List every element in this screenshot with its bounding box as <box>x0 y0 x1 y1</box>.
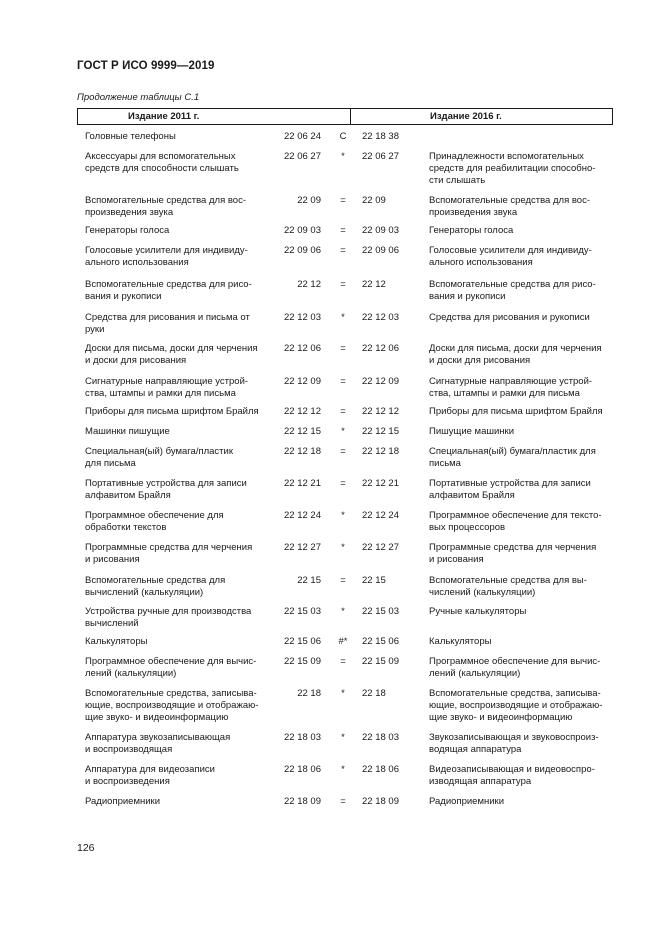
name-2016-line: письма <box>429 458 461 469</box>
relation-symbol: #* <box>338 636 348 647</box>
code-2016: 22 06 27 <box>362 151 399 162</box>
name-2011-line: Вспомогательные средства для рисо- <box>85 279 252 290</box>
name-2016-line: Вспомогательные средства для вос- <box>429 195 590 206</box>
code-2016: 22 18 <box>362 688 386 699</box>
code-2011: 22 12 06 <box>284 343 321 354</box>
code-2016: 22 18 03 <box>362 732 399 743</box>
relation-symbol: * <box>341 426 345 437</box>
code-2016: 22 15 09 <box>362 656 399 667</box>
name-2011-line: произведения звука <box>85 207 174 218</box>
name-2016-line: Приборы для письма шрифтом Брайля <box>429 406 603 417</box>
name-2011 <box>85 688 271 724</box>
relation-symbol: * <box>341 542 345 553</box>
code-2011: 22 12 <box>297 279 321 290</box>
name-2016 <box>429 764 615 788</box>
code-2011: 22 18 06 <box>284 764 321 775</box>
code-2016: 22 09 06 <box>362 245 399 256</box>
name-2016 <box>429 195 615 219</box>
name-2016-line: Вспомогательные средства для вы- <box>429 575 587 586</box>
name-2016-line: Калькуляторы <box>429 636 492 647</box>
code-2011: 22 06 24 <box>284 131 321 142</box>
name-2016-line: Радиоприемники <box>429 796 505 807</box>
name-2016-line: ства, штампы и рамки для письма <box>429 388 580 399</box>
relation-symbol: = <box>340 575 346 586</box>
name-2011-line: Вспомогательные средства, записыва- <box>85 688 257 699</box>
name-2011 <box>85 279 271 303</box>
name-2011-line: и воспроизведения <box>85 776 170 787</box>
name-2011-line: для письма <box>85 458 136 469</box>
code-2011: 22 18 09 <box>284 796 321 807</box>
relation-symbol: * <box>341 151 345 162</box>
name-2016-line: вания и рукописи <box>429 291 506 302</box>
name-2016-line: и доски для рисования <box>429 355 531 366</box>
name-2011-line: и рисования <box>85 554 140 565</box>
relation-symbol: * <box>341 510 345 521</box>
relation-symbol: = <box>340 656 346 667</box>
name-2011-line: Калькуляторы <box>85 636 148 647</box>
name-2011 <box>85 312 271 336</box>
name-2016 <box>429 376 615 400</box>
name-2016 <box>429 426 615 438</box>
code-2016: 22 12 03 <box>362 312 399 323</box>
name-2011-line: Доски для письма, доски для черчения <box>85 343 258 354</box>
code-2011: 22 15 06 <box>284 636 321 647</box>
name-2016-line: Программное обеспечение для тексто- <box>429 510 602 521</box>
code-2011: 22 15 <box>297 575 321 586</box>
name-2016-line: Голосовые усилители для индивиду- <box>429 245 592 256</box>
code-2011: 22 09 <box>297 195 321 206</box>
name-2016-line: Доски для письма, доски для черчения <box>429 343 602 354</box>
name-2016 <box>429 732 615 756</box>
name-2011-line: Программное обеспечение для вычис- <box>85 656 257 667</box>
name-2016-line: щие звуко- и видеоинформацию <box>429 712 573 723</box>
name-2016 <box>429 245 615 269</box>
name-2011-line: Специальная(ый) бумага/пластик <box>85 446 233 457</box>
name-2016 <box>429 510 615 534</box>
name-2016 <box>429 575 615 599</box>
name-2016 <box>429 606 615 618</box>
name-2011-line: вычислений <box>85 618 139 629</box>
code-2016: 22 15 06 <box>362 636 399 647</box>
name-2016 <box>429 279 615 303</box>
name-2011-line: вания и рукописи <box>85 291 162 302</box>
name-2011 <box>85 478 271 502</box>
relation-symbol: = <box>340 446 346 457</box>
code-2016: 22 09 <box>362 195 386 206</box>
code-2016: 22 18 06 <box>362 764 399 775</box>
name-2011-line: Сигнатурные направляющие устрой- <box>85 376 249 387</box>
code-2011: 22 12 27 <box>284 542 321 553</box>
code-2016: 22 12 12 <box>362 406 399 417</box>
name-2011-line: Аппаратура для видеозаписи <box>85 764 215 775</box>
table-caption: Продолжение таблицы С.1 <box>77 92 200 103</box>
code-2011: 22 12 21 <box>284 478 321 489</box>
name-2016-line: изводящая аппаратура <box>429 776 532 787</box>
name-2011 <box>85 656 271 680</box>
name-2011-line: и воспроизводящая <box>85 744 173 755</box>
code-2011: 22 06 27 <box>284 151 321 162</box>
name-2011 <box>85 575 271 599</box>
code-2016: 22 18 38 <box>362 131 399 142</box>
name-2011-line: Радиоприемники <box>85 796 161 807</box>
name-2016-line: Видеозаписывающая и видеовоспро- <box>429 764 595 775</box>
table-header <box>77 108 613 125</box>
code-2016: 22 12 24 <box>362 510 399 521</box>
name-2011 <box>85 446 271 470</box>
name-2016-line: Портативные устройства для записи <box>429 478 591 489</box>
name-2011-line: Машинки пишущие <box>85 426 170 437</box>
code-2016: 22 12 06 <box>362 343 399 354</box>
code-2011: 22 12 18 <box>284 446 321 457</box>
name-2016-line: Средства для рисования и рукописи <box>429 312 590 323</box>
name-2011-line: Аппаратура звукозаписывающая <box>85 732 231 743</box>
name-2011-line: Портативные устройства для записи <box>85 478 247 489</box>
header-edition-2011: Издание 2011 г. <box>128 111 200 122</box>
name-2016-line: Звукозаписывающая и звуковоспроиз- <box>429 732 599 743</box>
code-2016: 22 09 03 <box>362 225 399 236</box>
code-2016: 22 12 15 <box>362 426 399 437</box>
relation-symbol: * <box>341 732 345 743</box>
name-2016-line: ального использования <box>429 257 533 268</box>
name-2016-line: сти слышать <box>429 175 486 186</box>
name-2016-line: Вспомогательные средства, записыва- <box>429 688 601 699</box>
relation-symbol: = <box>340 225 346 236</box>
name-2016 <box>429 796 615 808</box>
name-2016-line: Пишущие машинки <box>429 426 515 437</box>
relation-symbol: = <box>340 343 346 354</box>
relation-symbol: = <box>340 796 346 807</box>
code-2011: 22 12 15 <box>284 426 321 437</box>
name-2016-line: Программное обеспечение для вычис- <box>429 656 601 667</box>
relation-symbol: * <box>341 312 345 323</box>
name-2011-line: ющие, воспроизводящие и отображаю- <box>85 700 259 711</box>
name-2011 <box>85 764 271 788</box>
relation-symbol: = <box>340 245 346 256</box>
name-2011 <box>85 796 271 808</box>
name-2016 <box>429 446 615 470</box>
name-2011 <box>85 426 271 438</box>
name-2011-line: Программные средства для черчения <box>85 542 253 553</box>
name-2016-line: произведения звука <box>429 207 518 218</box>
name-2011-line: средств для способности слышать <box>85 163 239 174</box>
name-2011 <box>85 606 271 630</box>
name-2011-line: ального использования <box>85 257 189 268</box>
code-2016: 22 12 27 <box>362 542 399 553</box>
code-2016: 22 15 03 <box>362 606 399 617</box>
code-2011: 22 12 12 <box>284 406 321 417</box>
name-2011 <box>85 195 271 219</box>
relation-symbol: * <box>341 764 345 775</box>
name-2011-line: Голосовые усилители для индивиду- <box>85 245 248 256</box>
relation-symbol: = <box>340 376 346 387</box>
name-2016 <box>429 656 615 680</box>
code-2011: 22 15 09 <box>284 656 321 667</box>
name-2011-line: вычислений (калькуляции) <box>85 587 204 598</box>
name-2016 <box>429 151 615 187</box>
name-2016-line: алфавитом Брайля <box>429 490 515 501</box>
name-2016-line: Специальная(ый) бумага/пластик для <box>429 446 596 457</box>
name-2011-line: алфавитом Брайля <box>85 490 171 501</box>
relation-symbol: C <box>339 131 347 142</box>
name-2016-line: Вспомогательные средства для рисо- <box>429 279 596 290</box>
code-2011: 22 12 09 <box>284 376 321 387</box>
name-2011 <box>85 131 271 143</box>
name-2011-line: руки <box>85 324 105 335</box>
code-2016: 22 12 09 <box>362 376 399 387</box>
code-2011: 22 09 03 <box>284 225 321 236</box>
name-2016-line: лений (калькуляции) <box>429 668 521 679</box>
name-2016 <box>429 542 615 566</box>
relation-symbol: = <box>340 195 346 206</box>
relation-symbol: * <box>341 606 345 617</box>
name-2016 <box>429 406 615 418</box>
code-2011: 22 18 <box>297 688 321 699</box>
code-2016: 22 18 09 <box>362 796 399 807</box>
name-2011-line: Программное обеспечение для <box>85 510 224 521</box>
code-2011: 22 12 24 <box>284 510 321 521</box>
name-2011 <box>85 636 271 648</box>
name-2011-line: и доски для рисования <box>85 355 187 366</box>
name-2016-line: водящая аппаратура <box>429 744 522 755</box>
name-2011-line: Средства для рисования и письма от <box>85 312 250 323</box>
header-edition-2016: Издание 2016 г. <box>430 111 502 122</box>
name-2011-line: Вспомогательные средства для вос- <box>85 195 246 206</box>
name-2011 <box>85 225 271 237</box>
name-2011 <box>85 510 271 534</box>
name-2011 <box>85 245 271 269</box>
name-2016 <box>429 343 615 367</box>
name-2016 <box>429 636 615 648</box>
name-2016 <box>429 312 615 324</box>
code-2016: 22 12 21 <box>362 478 399 489</box>
relation-symbol: = <box>340 478 346 489</box>
name-2011-line: Головные телефоны <box>85 131 176 142</box>
name-2016-line: Программные средства для черчения <box>429 542 597 553</box>
name-2011-line: обработки текстов <box>85 522 167 533</box>
document-code: ГОСТ Р ИСО 9999—2019 <box>77 60 215 72</box>
name-2011-line: Вспомогательные средства для <box>85 575 226 586</box>
name-2011 <box>85 542 271 566</box>
relation-symbol: = <box>340 279 346 290</box>
name-2016-line: Генераторы голоса <box>429 225 514 236</box>
relation-symbol: = <box>340 406 346 417</box>
name-2011 <box>85 732 271 756</box>
name-2011 <box>85 343 271 367</box>
code-2011: 22 12 03 <box>284 312 321 323</box>
name-2011-line: Приборы для письма шрифтом Брайля <box>85 406 259 417</box>
name-2011-line: ства, штампы и рамки для письма <box>85 388 236 399</box>
name-2016-line: ющие, воспроизводящие и отображаю- <box>429 700 603 711</box>
code-2011: 22 09 06 <box>284 245 321 256</box>
header-divider <box>350 109 351 124</box>
relation-symbol: * <box>341 688 345 699</box>
code-2016: 22 12 18 <box>362 446 399 457</box>
name-2011-line: Аксессуары для вспомогательных <box>85 151 236 162</box>
name-2011 <box>85 376 271 400</box>
code-2016: 22 15 <box>362 575 386 586</box>
page-number: 126 <box>77 842 95 854</box>
code-2011: 22 18 03 <box>284 732 321 743</box>
name-2011-line: щие звуко- и видеоинформацию <box>85 712 229 723</box>
name-2011-line: лений (калькуляции) <box>85 668 177 679</box>
name-2016-line: Сигнатурные направляющие устрой- <box>429 376 593 387</box>
name-2016 <box>429 225 615 237</box>
name-2016-line: и рисования <box>429 554 484 565</box>
name-2016-line: числений (калькуляции) <box>429 587 536 598</box>
name-2016 <box>429 478 615 502</box>
code-2016: 22 12 <box>362 279 386 290</box>
correspondence-table <box>77 108 613 807</box>
name-2011-line: Генераторы голоса <box>85 225 170 236</box>
name-2016-line: вых процессоров <box>429 522 506 533</box>
name-2011 <box>85 151 271 175</box>
name-2016-line: Принадлежности вспомогательных <box>429 151 584 162</box>
name-2011-line: Устройства ручные для производства <box>85 606 252 617</box>
name-2016-line: средств для реабилитации способно- <box>429 163 596 174</box>
name-2016-line: Ручные калькуляторы <box>429 606 527 617</box>
name-2016 <box>429 688 615 724</box>
name-2011 <box>85 406 271 418</box>
code-2011: 22 15 03 <box>284 606 321 617</box>
